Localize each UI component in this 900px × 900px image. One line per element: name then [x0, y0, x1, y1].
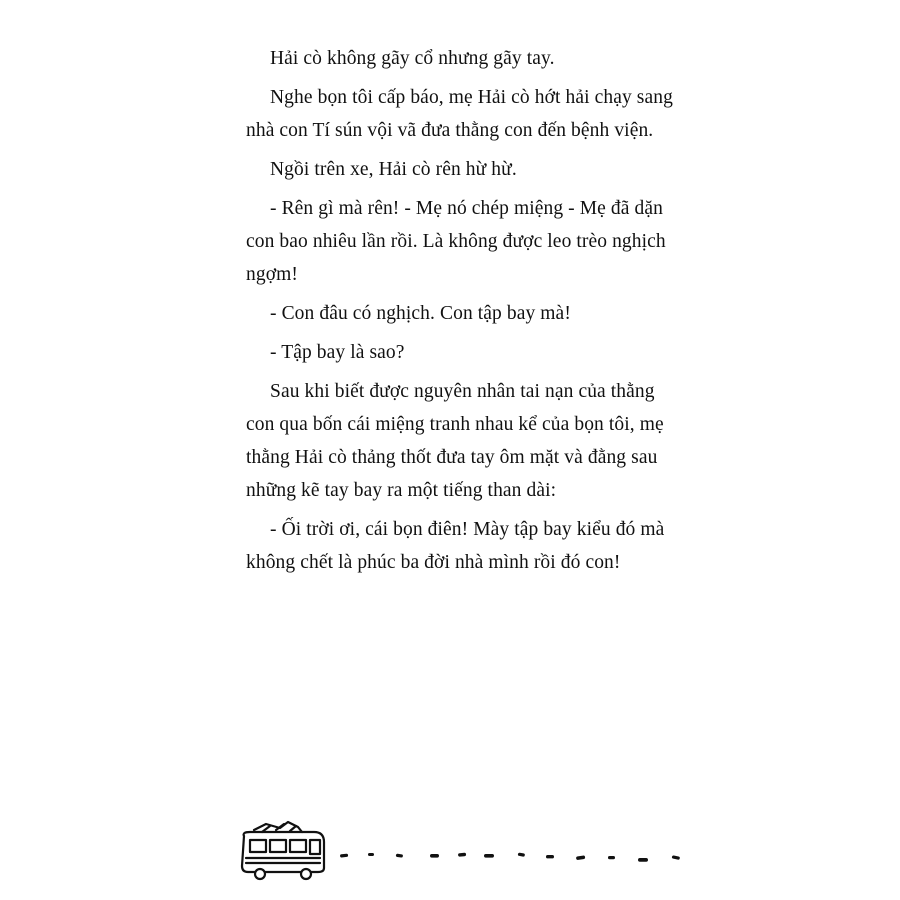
footer-decoration — [236, 818, 696, 888]
paragraph: Nghe bọn tôi cấp báo, mẹ Hải cò hớt hải chạy sang nhà con Tí sún vội vã đưa thằng con đến bệnh viện. — [246, 87, 673, 141]
story-text — [246, 42, 686, 585]
paragraph: Ngồi trên xe, Hải cò rên hừ hừ. — [270, 159, 517, 180]
paragraph: - Rên gì mà rên! - Mẹ nó chép miệng - Mẹ đã dặn con bao nhiêu lần rồi. Là không được leo trèo nghịch ngợm! — [246, 198, 666, 285]
paragraph: Hải cò không gãy cổ nhưng gãy tay. — [270, 48, 555, 69]
paragraph: - Con đâu có nghịch. Con tập bay mà! — [270, 303, 571, 324]
bus-icon — [242, 822, 324, 879]
paragraph: - Ối trời ơi, cái bọn điên! Mày tập bay kiểu đó mà không chết là phúc ba đời nhà mình rồi đó con! — [246, 519, 665, 573]
paragraph: - Tập bay là sao? — [270, 342, 405, 363]
dash-trail — [340, 852, 680, 861]
paragraph: Sau khi biết được nguyên nhân tai nạn của thằng con qua bốn cái miệng tranh nhau kể của bọn tôi, mẹ thằng Hải cò thảng thốt đưa tay ôm mặt và đằng sau những kẽ tay bay ra một tiếng than dài: — [246, 381, 664, 501]
